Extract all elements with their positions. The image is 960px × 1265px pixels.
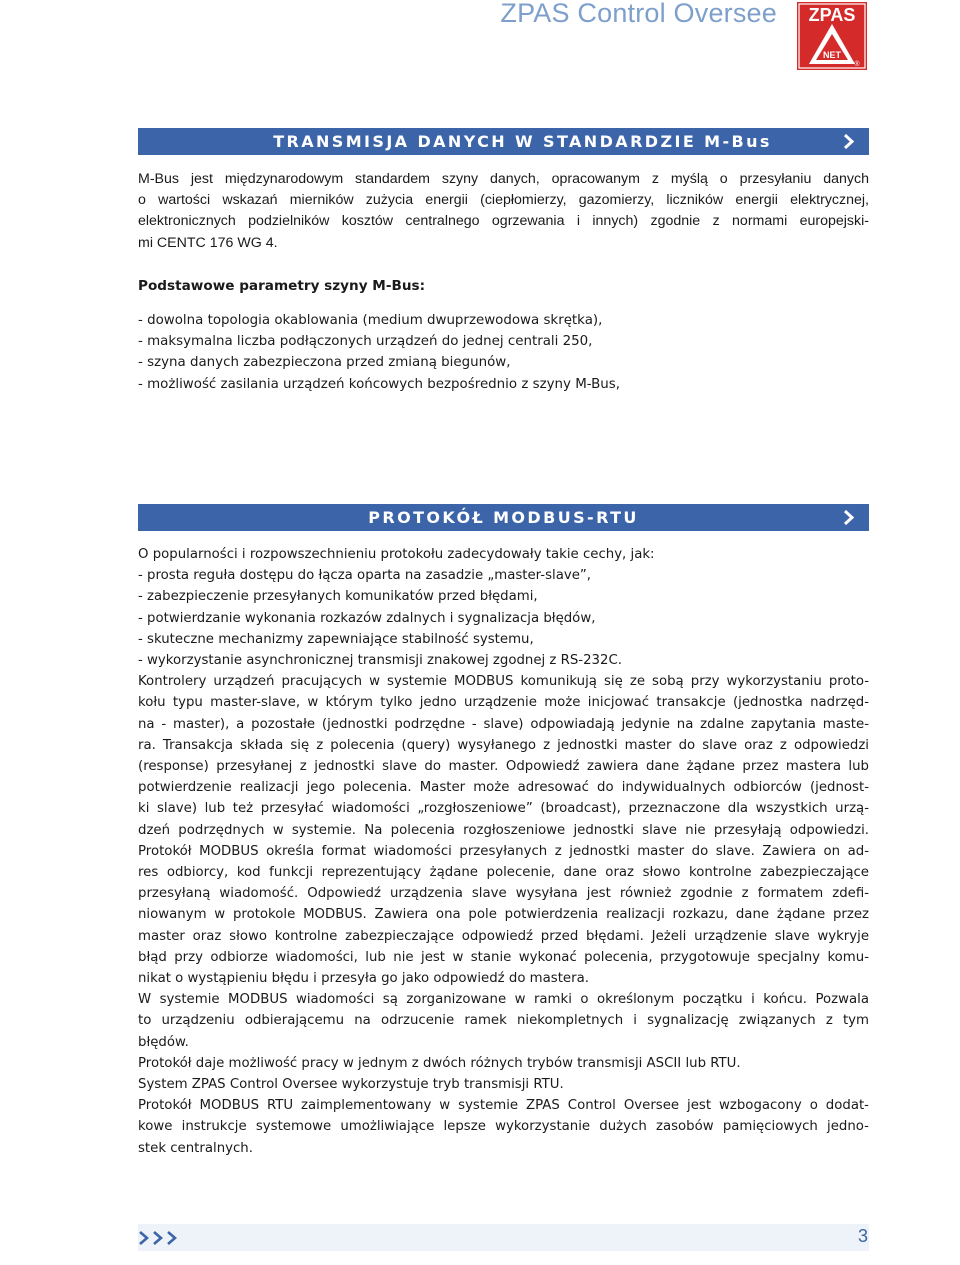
paragraph-line: stek centralnych. [138,1140,253,1156]
triple-chevron-right-icon [138,1230,182,1246]
paragraph-line: kowe instrukcje systemowe umożliwiające lepsze wykorzystanie dużych zasobów pamięciowych jedno- [138,1119,869,1135]
paragraph-line: res odbiorcy, kod funkcji reprezentujący żądane polecenie, dane oraz słowo kontrolne zabezpieczające [138,865,869,881]
paragraph-line: o wartości wskazań mierników zużycia energii (ciepłomierzy, gazomierzy, liczników energii elektrycznej, [138,192,869,209]
logo-text-bottom: NET [823,50,841,60]
paragraph-line: ki slave) lub też przesyłać wiadomości „rozgłoszeniowe” (broadcast), przeznaczone dla wszystkich urzą- [138,801,869,817]
paragraph-line: kołu typu master-slave, w którym tylko jedno urządzenie może inicjować transakcje (jednostka nadrzęd- [138,695,869,711]
paragraph-line: Protokół daje możliwość pracy w jednym z dwóch różnych trybów transmisji ASCII lub RTU. [138,1055,741,1071]
chevron-right-icon [843,134,855,149]
paragraph-line: nikat o wystąpieniu błędu i przesyła go jako odpowiedź do mastera. [138,971,589,987]
paragraph-line: master oraz słowo kontrolne zabezpieczające odpowiedź przed błędami. Jeżeli urządzenie slave wykryje [138,928,869,944]
logo-registered-mark: ® [854,61,860,68]
paragraph-line: potwierdzenie realizacji jego polecenia. Master może adresować do indywidualnych odbiorców (jednost- [138,780,869,796]
list-item: - prosta reguła dostępu do łącza oparta na zasadzie „master-slave”, [138,568,592,584]
paragraph-line: ra. Transakcja składa się z polecenia (query) wysyłanego z jednostki master do slave oraz z odpowiedzi [138,737,869,753]
paragraph-line: W systemie MODBUS wiadomości są zorganizowane w ramki o określonym początku i końcu. Pozwala [138,992,869,1008]
paragraph-line: dzeń podrzędnych w systemie. Na polecenia rozgłoszeniowe jednostki slave nie przesyłają odpowiedzi. [138,822,869,838]
paragraph-line: O popularności i rozpowszechnieniu protokołu zadecydowały takie cechy, jak: [138,547,655,562]
list-item: - dowolna topologia okablowania (medium dwuprzewodowa skrętka), [138,313,603,328]
paragraph-line: na - master), a pozostałe (jednostki podrzędne - slave) odpowiadają jedynie na zdalne zapytania maste- [138,716,869,732]
page-number: 3 [857,1226,868,1246]
paragraph-line: (response) przesyłanej z jednostki slave do master. Odpowiedź zawiera dane żądane przez mastera lub [138,759,869,775]
paragraph-line: to urządzeniu odbierającemu na odrzucenie ramek niekompletnych i sygnalizację związanych z tym [138,1013,869,1029]
paragraph-line: Protokół MODBUS określa format wiadomości przesyłanych z jednostki master do slave. Zawiera on ad- [138,843,869,859]
paragraph-line: błędów. [138,1034,189,1050]
modbus-body [138,544,869,1159]
chevron-right-icon [843,510,855,525]
list-item: - zabezpieczenie przesyłanych komunikatów przed błędami, [138,589,538,605]
footer-bar [138,1224,869,1251]
list-item: - potwierdzanie wykonania rozkazów zdalnych i sygnalizacja błędów, [138,610,596,626]
paragraph-line: System ZPAS Control Oversee wykorzystuje tryb transmisji RTU. [138,1077,564,1093]
paragraph-line: przesyłaną wiadomość. Odpowiedź urządzenia slave wysyłana jest również zgodnie z formatem zdefi- [138,886,869,902]
mbus-params-list [138,310,869,395]
section-heading-modbus: PROTOKÓŁ MODBUS-RTU [368,508,639,527]
section-heading-mbus: TRANSMISJA DANYCH W STANDARDZIE M-Bus [273,132,772,151]
list-item: - szyna danych zabezpieczona przed zmianą biegunów, [138,355,511,371]
list-item: - wykorzystanie asynchronicznej transmisji znakowej zgodnej z RS-232C. [138,653,622,669]
paragraph-line: Kontrolery urządzeń pracujących w systemie MODBUS komunikują się ze sobą przy wykorzystaniu proto- [138,674,869,690]
paragraph-line: błąd przy odbiorze wiadomości, lub nie jest w stanie wykonać polecenia, przygotowuje specjalny komu- [138,949,869,965]
mbus-params-title: Podstawowe parametry szyny M-Bus: [138,278,426,294]
document-header-title: ZPAS Control Oversee [500,0,777,28]
section-heading-bar-mbus [138,128,869,155]
list-item: - skuteczne mechanizmy zapewniające stabilność systemu, [138,631,534,647]
logo-text-top: ZPAS [808,5,856,25]
paragraph-line: Protokół MODBUS RTU zaimplementowany w systemie ZPAS Control Oversee jest wzbogacony o dodat- [138,1098,869,1114]
paragraph-line: mi CENTC 176 WG 4. [138,234,278,251]
mbus-intro-paragraph [138,169,869,254]
list-item: - możliwość zasilania urządzeń końcowych bezpośrednio z szyny M-Bus, [138,376,621,392]
paragraph-line: niowanym w protokole MODBUS. Zawiera ona pole potwierdzenia realizacji rozkazu, dane żądane przez [138,907,869,923]
list-item: - maksymalna liczba podłączonych urządzeń do jednej centrali 250, [138,334,593,350]
section-heading-bar-modbus [138,504,869,531]
zpas-net-logo [797,2,867,70]
paragraph-line: M-Bus jest międzynarodowym standardem szyny danych, opracowanym z myślą o przesyłaniu danych [138,171,869,187]
paragraph-line: elektronicznych podzielników kosztów centralnego ogrzewania i innych) zgodnie z normami europejski- [138,213,869,230]
